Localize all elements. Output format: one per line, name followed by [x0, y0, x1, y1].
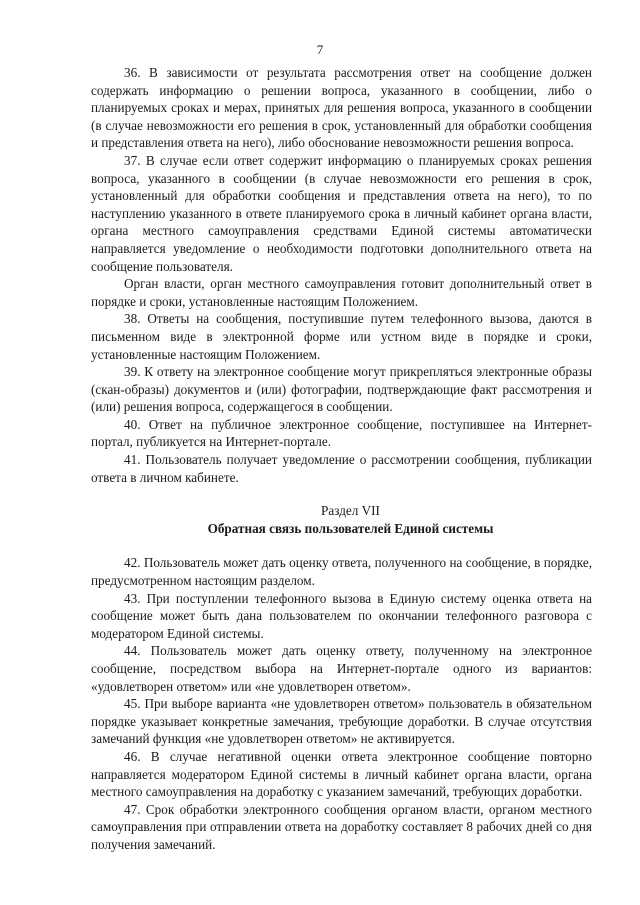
page-number: 7 [316, 42, 324, 57]
paragraph-44: 44. Пользователь может дать оценку ответу, полученному на электронное сообщение, посредством выбора на Интернет-портале одного из вариантов: «удовлетворен ответом» или «не удовлетворен ответом». [91, 643, 592, 694]
section-title: Обратная связь пользователей Единой системы [207, 520, 494, 536]
paragraph-46: 46. В случае негативной оценки ответа электронное сообщение повторно направляется модератором Единой системы в личный кабинет органа власти, органа местного самоуправления на доработку с указанием замечаний, требующих доработки. [91, 748, 592, 800]
paragraph-38: 38. Ответы на сообщения, поступившие путем телефонного вызова, даются в письменном виде в электронной форме или устном виде в порядке и сроки, установленные настоящим Положением. [91, 311, 592, 362]
paragraph-37-continuation: Орган власти, орган местного самоуправления готовит дополнительный ответ в порядке и сроки, установленные настоящим Положением. [91, 276, 592, 309]
document-body [91, 64, 592, 854]
paragraph-37: 37. В случае если ответ содержит информацию о планируемых сроках решения вопроса, указанного в сообщении (в случае невозможности его решения в срок, установленный для обработки сообщения и представления ответа на него), то по наступлению указанного в ответе планируемого срока в личный кабинет органа власти, органа местного самоуправления средствами Единой системы автоматически направляется уведомление о необходимости подготовки дополнительного ответа на сообщение пользователя. [91, 152, 592, 274]
section-spacer-bottom [91, 537, 592, 554]
paragraph-47: 47. Срок обработки электронного сообщения органом власти, органом местного самоуправления при отправлении ответа на доработку составляет 8 рабочих дней со дня получения замечаний. [91, 801, 592, 852]
paragraph-45: 45. При выборе варианта «не удовлетворен ответом» пользователь в обязательном порядке указывает конкретные замечания, требующие доработки. В случае отсутствия замечаний функция «не удовлетворен ответом» не активируется. [91, 696, 592, 747]
section-spacer-top [91, 486, 592, 502]
paragraph-40: 40. Ответ на публичное электронное сообщение, поступившее на Интернет-портал, публикуется на Интернет-портале. [91, 416, 592, 450]
paragraph-41: 41. Пользователь получает уведомление о рассмотрении сообщения, публикации ответа в личном кабинете. [91, 452, 592, 485]
section-number: Раздел VII [321, 503, 380, 519]
paragraph-36: 36. В зависимости от результата рассмотрения ответ на сообщение должен содержать информацию о решении вопроса, указанного в сообщении, либо о планируемых сроках и мерах, принятых для решения вопроса, указанного в сообщении (в случае невозможности его решения в срок, установленный для обработки сообщения и представления ответа на него), либо обоснование невозможности решения вопроса. [91, 65, 592, 151]
paragraph-42: 42. Пользователь может дать оценку ответа, полученного на сообщение, в порядке, предусмотренном настоящим разделом. [91, 555, 592, 589]
paragraph-39: 39. К ответу на электронное сообщение могут прикрепляться электронные образы (скан-образы) документов и (или) фотографии, подтверждающие факт рассмотрения и (или) решения вопроса, содержащегося в сообщении. [91, 364, 592, 415]
paragraph-43: 43. При поступлении телефонного вызова в Единую систему оценка ответа на сообщение может быть дана пользователем по окончании телефонного разговора с модератором Единой системы. [91, 590, 592, 641]
